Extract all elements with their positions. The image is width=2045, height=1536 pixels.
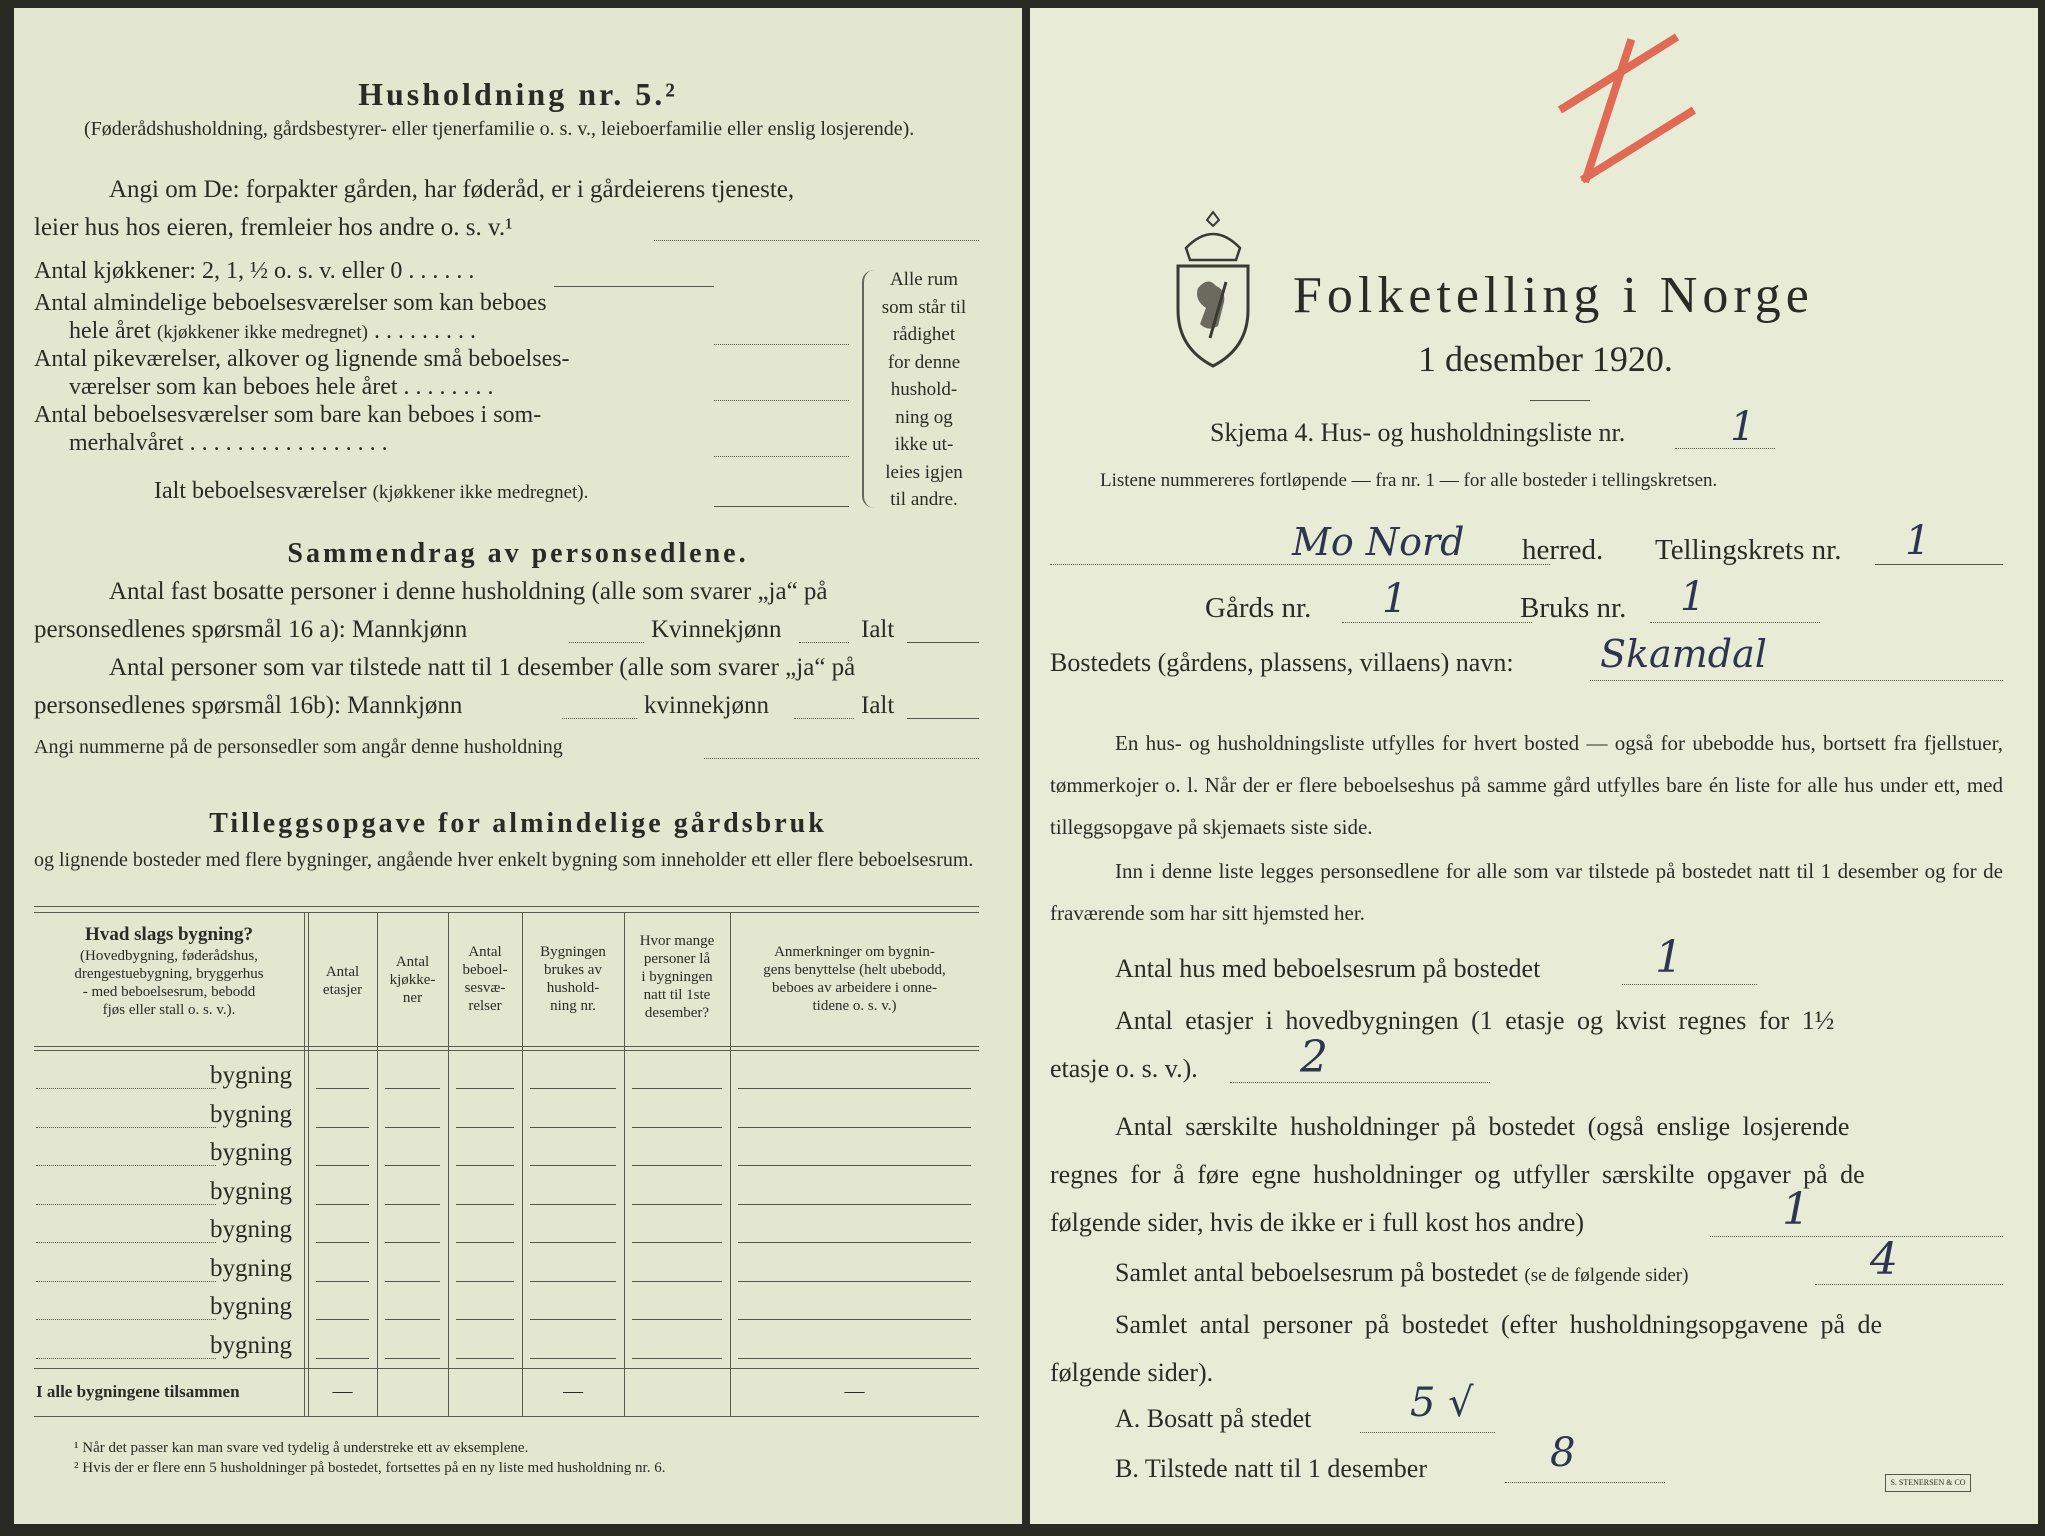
building-cell-line[interactable]	[632, 1127, 722, 1128]
rooms-kitchens: Antal kjøkkener: 2, 1, ½ o. s. v. eller 0 . . . . . .	[34, 258, 475, 284]
resident-a-line[interactable]	[1360, 1432, 1495, 1433]
rooms-summer-2: merhalvåret . . . . . . . . . . . . . . . . .	[69, 430, 388, 456]
building-cell-line[interactable]	[456, 1204, 514, 1205]
schema-number-value[interactable]: 1	[1730, 404, 1756, 450]
supplement-subtitle: og lignende bosteder med flere bygninger, angående hver enkelt bygning som inneholder ett eller flere beboelsesrum.	[34, 849, 974, 871]
printer-stamp: S. STENERSEN & CO	[1885, 1474, 1971, 1492]
side-note-line: Alle rum	[889, 269, 959, 290]
present-female-line[interactable]	[794, 718, 854, 719]
side-note-line: til andre.	[890, 489, 958, 510]
building-cell-line[interactable]	[385, 1358, 440, 1359]
municipality-value[interactable]: Mo Nord	[1292, 520, 1465, 564]
col-header-line: hushold-	[546, 980, 600, 996]
building-cell-line[interactable]	[530, 1127, 616, 1128]
building-cell-line[interactable]	[385, 1281, 440, 1282]
total-answer-line[interactable]	[714, 506, 849, 507]
building-cell-line[interactable]	[316, 1204, 369, 1205]
resident-line-2: personsedlenes spørsmål 16 a): Mannkjønn	[34, 616, 468, 643]
side-note-line: ikke ut-	[894, 434, 954, 455]
footnote-2: ² Hvis der er flere enn 5 husholdninger på bostedet, fortsettes på en ny liste med husholdning nr. 6.	[74, 1460, 666, 1476]
col-header-line: natt til 1ste	[643, 987, 711, 1003]
angi-answer-line[interactable]	[654, 240, 979, 241]
building-row-label: bygning	[210, 1062, 292, 1089]
building-type-line[interactable]	[36, 1358, 216, 1359]
household-subtitle: (Føderådshusholdning, gårdsbestyrer- eller tjenerfamilie o. s. v., leieboerfamilie eller enslig losjerende).	[84, 118, 915, 140]
houses-value[interactable]: 1	[1655, 932, 1683, 983]
col-header-line: Hvor mange	[639, 933, 715, 949]
building-cell-line[interactable]	[738, 1281, 971, 1282]
resident-total-label: Ialt	[861, 616, 895, 643]
census-district-line[interactable]	[1875, 564, 2003, 565]
rooms-ordinary-2: hele året (kjøkkener ikke medregnet) . . . . . . . . .	[69, 318, 476, 344]
building-cell-line[interactable]	[385, 1242, 440, 1243]
side-note-line: rådighet	[892, 324, 956, 345]
persons-label-1: Samlet antal personer på bostedet (efter husholdningsopgavene på de	[1115, 1310, 1883, 1339]
building-cell-line[interactable]	[456, 1281, 514, 1282]
building-cell-line[interactable]	[738, 1165, 971, 1166]
rooms-ordinary-2-note: (kjøkkener ikke medregnet)	[156, 322, 368, 343]
rooms-total-line[interactable]	[1815, 1284, 2003, 1285]
rooms-total-note: (kjøkkener ikke medregnet).	[372, 482, 589, 503]
building-cell-line[interactable]	[456, 1319, 514, 1320]
building-type-line[interactable]	[36, 1088, 216, 1089]
schema-label: Skjema 4. Hus- og husholdningsliste nr.	[1210, 418, 1626, 447]
person-numbers-line[interactable]	[704, 758, 979, 759]
rooms-small-1: Antal pikeværelser, alkover og lignende små beboelses-	[34, 346, 570, 372]
table-bottom-rule	[34, 1416, 979, 1417]
present-b-label: B. Tilstede natt til 1 desember	[1115, 1454, 1427, 1483]
building-cell-line[interactable]	[632, 1204, 722, 1205]
building-cell-line[interactable]	[530, 1319, 616, 1320]
building-cell-line[interactable]	[456, 1165, 514, 1166]
building-row-label: bygning	[210, 1139, 292, 1166]
col-header-line: desember?	[644, 1005, 710, 1021]
building-cell-line[interactable]	[385, 1088, 440, 1089]
col-header-remarks	[730, 943, 979, 1015]
supplement-title: Tilleggsopgave for almindelige gårdsbruk	[209, 808, 827, 839]
residence-name-label: Bostedets (gårdens, plassens, villaens) navn:	[1050, 648, 1514, 677]
side-note-line: for denne	[887, 351, 961, 373]
table-total-rule	[34, 1368, 979, 1369]
building-cell-line[interactable]	[385, 1165, 440, 1166]
floors-value[interactable]: 2	[1300, 1032, 1328, 1083]
col-header-line: sesvæ-	[464, 980, 506, 996]
col-header-line: i bygningen	[641, 969, 713, 985]
angi-line-2: leier hus hos eieren, fremleier hos andre o. s. v.¹	[34, 214, 513, 241]
col-header-line: gens benyttelse (helt ubebodd,	[763, 962, 946, 978]
building-type-line[interactable]	[36, 1319, 216, 1320]
side-note	[869, 266, 979, 514]
holding-number-line[interactable]	[1650, 622, 1820, 623]
building-row-label: bygning	[210, 1293, 292, 1320]
table-header-rule-2	[34, 1050, 979, 1051]
building-type-line[interactable]	[36, 1281, 216, 1282]
building-type-line[interactable]	[36, 1127, 216, 1128]
rooms-total-value[interactable]: 4	[1870, 1234, 1898, 1285]
building-cell-line[interactable]	[530, 1281, 616, 1282]
total-floors-dash: —	[332, 1380, 353, 1402]
farm-number-line[interactable]	[1342, 622, 1532, 623]
side-note-line: leies igjen	[885, 461, 963, 483]
building-row-label: bygning	[210, 1216, 292, 1243]
resident-total-line[interactable]	[907, 642, 979, 643]
building-cell-line[interactable]	[632, 1358, 722, 1359]
building-cell-line[interactable]	[738, 1242, 971, 1243]
present-b-value[interactable]: 8	[1550, 1430, 1576, 1476]
col-header-kitchens	[377, 953, 448, 1007]
present-total-line[interactable]	[907, 718, 979, 719]
rooms-total-label-note: (se de følgende sider)	[1524, 1265, 1689, 1286]
col-header-line: brukes av	[544, 962, 602, 978]
building-cell-line[interactable]	[738, 1319, 971, 1320]
angi-line-1: Angi om De: forpakter gården, har føderåd, er i gårdeierens tjeneste,	[109, 176, 795, 203]
col-header-line: beboes av arbeidere i onne-	[772, 980, 937, 996]
side-note-line: som står til	[881, 296, 967, 318]
col-header-persons	[624, 932, 730, 1022]
building-cell-line[interactable]	[738, 1088, 971, 1089]
building-cell-line[interactable]	[385, 1127, 440, 1128]
numbering-note: Listene nummereres fortløpende — fra nr. 1 — for alle bosteder i tellingskretsen.	[1100, 470, 1718, 491]
building-cell-line[interactable]	[632, 1242, 722, 1243]
census-district-value[interactable]: 1	[1905, 518, 1931, 564]
building-cell-line[interactable]	[316, 1242, 369, 1243]
resident-male-line[interactable]	[569, 642, 644, 643]
houses-label: Antal hus med beboelsesrum på bostedet	[1115, 954, 1541, 983]
rooms-total-label	[1115, 1258, 1688, 1288]
col-header-rooms	[448, 943, 522, 1015]
present-female-label: kvinnekjønn	[644, 692, 769, 719]
resident-a-value[interactable]: 5 √	[1410, 1380, 1474, 1426]
ordinary-answer-line[interactable]	[714, 344, 849, 345]
col-header-line: (Hovedbygning, føderådshus,	[80, 948, 258, 964]
houses-line[interactable]	[1622, 984, 1757, 985]
building-cell-line[interactable]	[632, 1319, 722, 1320]
col-header-line: fjøs eller stall o. s. v.).	[102, 1002, 236, 1018]
municipality-line[interactable]	[1050, 564, 1550, 565]
census-title: Folketelling i Norge	[1293, 267, 1814, 324]
building-cell-line[interactable]	[738, 1358, 971, 1359]
col-header-line: kjøkke-	[389, 972, 436, 988]
side-note-line: hushold-	[890, 379, 958, 400]
col-header-line: relser	[468, 998, 502, 1014]
col-header-line: Anmerkninger om bygnin-	[774, 944, 935, 960]
resident-female-line[interactable]	[799, 642, 849, 643]
holding-number-value[interactable]: 1	[1680, 574, 1706, 620]
col-header-household	[522, 943, 624, 1015]
residence-name-value[interactable]: Skamdal	[1600, 632, 1767, 676]
households-label-2: regnes for å føre egne husholdninger og utfyller særskilte opgaver på de	[1050, 1160, 1865, 1189]
census-district-label: Tellingskrets nr.	[1655, 534, 1842, 566]
building-cell-line[interactable]	[738, 1204, 971, 1205]
building-cell-line[interactable]	[632, 1088, 722, 1089]
present-line-2: personsedlenes spørsmål 16b): Mannkjønn	[34, 692, 463, 719]
person-numbers-label: Angi nummerne på de personsedler som angår denne husholdning	[34, 736, 563, 758]
table-top-rule	[34, 906, 979, 907]
building-cell-line[interactable]	[385, 1319, 440, 1320]
kitchens-answer-line[interactable]	[554, 286, 714, 287]
col-header-line: etasjer	[322, 982, 363, 998]
floors-line[interactable]	[1230, 1082, 1490, 1083]
col-header-line: Antal	[468, 944, 502, 960]
building-cell-line[interactable]	[530, 1165, 616, 1166]
present-line-1: Antal personer som var tilstede natt til 1 desember (alle som svarer „ja“ på	[109, 654, 856, 681]
col-header-line: tidene o. s. v.)	[812, 998, 897, 1014]
total-household-dash: —	[563, 1380, 583, 1402]
building-cell-line[interactable]	[316, 1281, 369, 1282]
resident-line-1: Antal fast bosatte personer i denne husholdning (alle som svarer „ja“ på	[109, 578, 828, 605]
small-answer-line[interactable]	[714, 400, 849, 401]
building-cell-line[interactable]	[632, 1281, 722, 1282]
building-cell-line[interactable]	[316, 1358, 369, 1359]
rooms-ordinary-1: Antal almindelige beboelsesværelser som kan beboes	[34, 290, 547, 316]
building-cell-line[interactable]	[530, 1242, 616, 1243]
col-header-line: ner	[402, 990, 423, 1006]
households-label-1: Antal særskilte husholdninger på bostedet (også enslige losjerende	[1115, 1112, 1850, 1141]
households-value[interactable]: 1	[1782, 1184, 1810, 1235]
building-cell-line[interactable]	[632, 1165, 722, 1166]
table-top-rule-2	[34, 912, 979, 913]
instructions-2: Inn i denne liste legges personsedlene for alle som var tilstede på bostedet natt til 1 desember og for de fraværende som har sitt hjemsted her.	[1050, 859, 2003, 925]
building-cell-line[interactable]	[456, 1358, 514, 1359]
summer-answer-line[interactable]	[714, 456, 849, 457]
building-cell-line[interactable]	[456, 1242, 514, 1243]
building-row-label: bygning	[210, 1254, 292, 1282]
farm-number-value[interactable]: 1	[1382, 576, 1408, 622]
resident-female-label: Kvinnekjønn	[651, 616, 782, 643]
household-title: Husholdning nr. 5.²	[358, 76, 678, 112]
present-male-line[interactable]	[562, 718, 637, 719]
right-page	[1030, 8, 2038, 1524]
rooms-total-label-main: Samlet antal beboelsesrum på bostedet	[1115, 1258, 1518, 1287]
col-header-floors	[308, 963, 377, 999]
building-row-label: bygning	[210, 1100, 292, 1128]
table-col-divider	[304, 912, 305, 1416]
building-cell-line[interactable]	[316, 1127, 369, 1128]
holding-number-label: Bruks nr.	[1520, 592, 1627, 624]
building-cell-line[interactable]	[316, 1319, 369, 1320]
rooms-total-main: Ialt beboelsesværelser	[154, 478, 367, 504]
norway-coat-of-arms-icon	[1168, 208, 1258, 368]
census-date: 1 desember 1920.	[1418, 339, 1673, 379]
building-type-line[interactable]	[36, 1242, 216, 1243]
left-page	[14, 8, 1022, 1524]
footnote-1: ¹ Når det passer kan man svare ved tydelig å understreke ett av eksemplene.	[74, 1440, 529, 1456]
building-cell-line[interactable]	[385, 1204, 440, 1205]
building-type-line[interactable]	[36, 1165, 216, 1166]
summary-title: Sammendrag av personsedlene.	[287, 538, 749, 569]
col-header-line: Bygningen	[540, 944, 606, 960]
total-remarks-dash: —	[844, 1380, 865, 1402]
building-type-line[interactable]	[36, 1204, 216, 1205]
building-cell-line[interactable]	[530, 1088, 616, 1089]
building-cell-line[interactable]	[530, 1358, 616, 1359]
persons-label-2: følgende sider).	[1050, 1358, 1214, 1387]
total-row-label: I alle bygningene tilsammen	[36, 1382, 240, 1401]
building-cell-line[interactable]	[456, 1127, 514, 1128]
rooms-summer-1: Antal beboelsesværelser som bare kan beboes i som-	[34, 402, 542, 428]
floors-label-2: etasje o. s. v.).	[1050, 1054, 1198, 1083]
municipality-label: herred.	[1522, 534, 1604, 566]
col-header-line: Hvad slags bygning?	[85, 924, 253, 945]
col-header-line: Antal	[395, 954, 430, 970]
side-note-line: ning og	[895, 406, 953, 428]
building-row-label: bygning	[210, 1331, 292, 1359]
col-header-line: beboel-	[462, 962, 508, 978]
present-b-line[interactable]	[1505, 1482, 1665, 1483]
col-header-building	[34, 923, 304, 1019]
title-rule	[1530, 400, 1590, 401]
building-cell-line[interactable]	[316, 1088, 369, 1089]
building-cell-line[interactable]	[456, 1088, 514, 1089]
building-cell-line[interactable]	[530, 1204, 616, 1205]
residence-name-line[interactable]	[1590, 680, 2003, 681]
table-header-rule	[34, 1046, 979, 1047]
resident-a-label: A. Bosatt på stedet	[1115, 1404, 1312, 1433]
schema-number-line[interactable]	[1675, 448, 1775, 449]
building-cell-line[interactable]	[316, 1165, 369, 1166]
households-label-3: følgende sider, hvis de ikke er i full kost hos andre)	[1050, 1208, 1584, 1237]
col-header-line: Antal	[325, 964, 360, 980]
households-line[interactable]	[1710, 1236, 2003, 1237]
building-cell-line[interactable]	[738, 1127, 971, 1128]
col-header-line: ning nr.	[550, 998, 596, 1014]
present-total-label: Ialt	[861, 692, 895, 719]
building-row-label: bygning	[210, 1177, 292, 1205]
col-header-line: personer lå	[643, 951, 711, 967]
col-header-line: drengestuebygning, bryggerhus	[74, 966, 264, 982]
farm-number-label: Gårds nr.	[1205, 592, 1312, 624]
col-header-line: - med beboelsesrum, bebodd	[82, 984, 256, 1000]
rooms-ordinary-2-main: hele året	[69, 318, 151, 344]
instructions-1: En hus- og husholdningsliste utfylles for hvert bosted — også for ubebodde hus, bortsett fra fjellstuer, tømmerkojer o. l. Når der er flere beboelseshus på samme gård utfylles bare én liste for alle hus under ett, med tilleggsopgave på skjemaets siste side.	[1050, 731, 2003, 839]
rooms-small-2: værelser som kan beboes hele året . . . . . . . .	[69, 374, 494, 400]
rooms-total	[154, 478, 588, 505]
floors-label-1: Antal etasjer i hovedbygningen (1 etasje og kvist regnes for 1½	[1115, 1006, 1835, 1035]
